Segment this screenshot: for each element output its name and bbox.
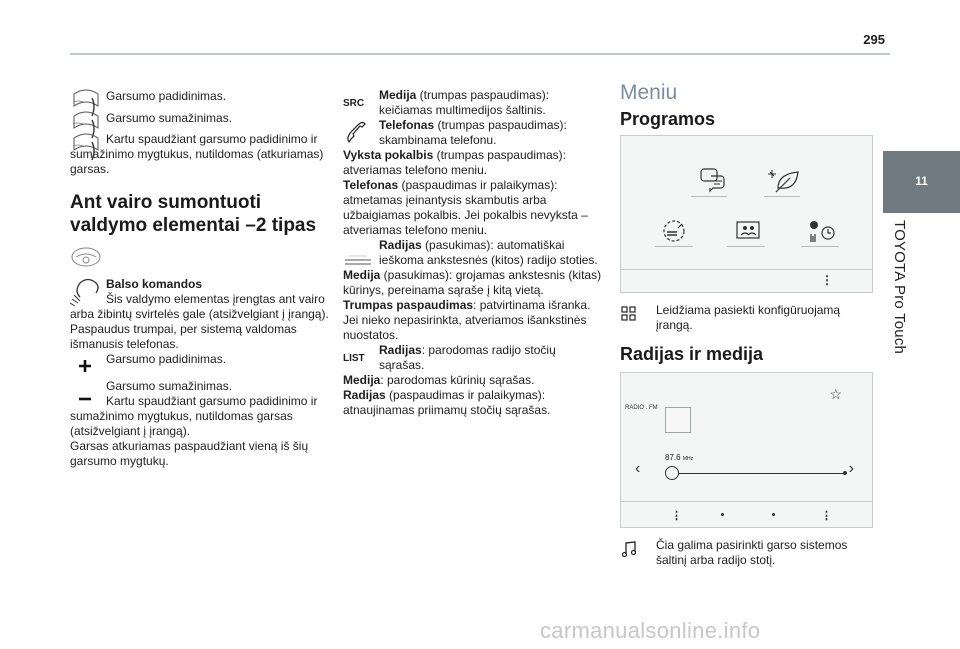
src-bold: Medija bbox=[379, 88, 417, 102]
page-dot-2 bbox=[772, 513, 775, 516]
frequency-value: 87.6 bbox=[665, 453, 681, 462]
voice-title: Balso komandos bbox=[106, 277, 203, 291]
list-item bbox=[343, 343, 603, 373]
vol-up-text: Garsumo padidinimas. bbox=[106, 89, 227, 103]
radio-note-text: Čia galima pasirinkti garso sistemos šaltinį arba radijo stotį. bbox=[656, 538, 848, 567]
contacts-icon bbox=[727, 216, 769, 246]
src-text: (trumpas paspaudimas): keičiamas multimedijos šaltinis. bbox=[379, 88, 550, 117]
prev-station-icon[interactable]: ‹ bbox=[635, 460, 641, 477]
vol-up-item bbox=[70, 88, 332, 104]
call-text: (trumpas paspaudimas): atveriamas telefono meniu. bbox=[343, 148, 566, 177]
tuning-knob[interactable] bbox=[665, 466, 679, 480]
plus-icon bbox=[70, 352, 102, 382]
phone-long-text: (paspaudimas ir palaikymas): atmetamas įeinantysis skambutis arba užbaigiamas pokalbis. Jei pokalbis nevyksta – atveriamas telefono meniu. bbox=[343, 178, 588, 237]
eco-leaf-icon bbox=[764, 166, 806, 196]
next-station-icon[interactable]: › bbox=[848, 460, 854, 477]
radio-text: (pasukimas): automatiškai ieškoma ankstesnės (kitos) radijo stoties. bbox=[379, 238, 598, 267]
menu-title: Meniu bbox=[620, 81, 678, 104]
voice-item bbox=[70, 277, 332, 352]
media-paragraph bbox=[343, 268, 603, 298]
minus-text-1: Garsumo sumažinimas. bbox=[106, 379, 233, 393]
list-radio2-paragraph bbox=[343, 388, 603, 418]
phone-icon bbox=[343, 118, 375, 148]
voice-command-icon bbox=[70, 277, 102, 307]
applications-grid-icon bbox=[620, 305, 638, 323]
media-text: (pasukimas): grojamas ankstesnis (kitas) kūrinys, pereinama sąraše į kitą vietą. bbox=[343, 268, 602, 297]
vol-down-item bbox=[70, 110, 332, 126]
connected-apps-icon bbox=[691, 166, 733, 196]
src-button-label: SRC bbox=[343, 98, 365, 109]
header-rule bbox=[70, 53, 890, 55]
radio-item bbox=[343, 238, 603, 268]
favorite-star-icon[interactable]: ☆ bbox=[829, 386, 842, 402]
frequency-unit: MHz bbox=[682, 456, 694, 462]
radio-screen bbox=[620, 372, 873, 528]
apps-screen bbox=[620, 135, 873, 293]
climate-timer-icon bbox=[801, 216, 843, 246]
apps-note bbox=[620, 303, 875, 333]
radio-band-label: RADIO . FM bbox=[625, 405, 658, 411]
frequency-readout bbox=[665, 450, 693, 467]
apps-note-text: Leidžiama pasiekti konfigūruojamą įrangą. bbox=[656, 303, 841, 332]
steering-mute-icon bbox=[70, 132, 102, 162]
minus-text-2: Kartu spaudžiant garsumo padidinimo ir sumažinimo mygtukus, nutildomas garsas (atsižvelgiant į įrangą). bbox=[70, 394, 318, 438]
page-number: 295 bbox=[863, 32, 885, 47]
vol-down-text: Garsumo sumažinimas. bbox=[106, 111, 233, 125]
apps-title: Programos bbox=[620, 109, 716, 129]
column-3 bbox=[620, 81, 875, 582]
steering-control-image bbox=[70, 245, 102, 269]
watermark: carmanualsonline.info bbox=[540, 618, 761, 643]
short-paragraph bbox=[343, 298, 603, 343]
more-options-icon[interactable]: ⋮ bbox=[821, 273, 833, 287]
minus-item bbox=[70, 379, 332, 469]
plus-text: Garsumo padidinimas. bbox=[106, 352, 227, 366]
chapter-title-box bbox=[886, 220, 926, 420]
phone-long-bold: Telefonas bbox=[343, 178, 399, 192]
section-title: Ant vairo sumontuoti valdymo elementai –2 tipas bbox=[70, 192, 317, 236]
tuning-end-dot bbox=[843, 471, 847, 475]
driving-settings-icon bbox=[653, 216, 695, 246]
tuning-slider[interactable] bbox=[665, 473, 845, 474]
list-radio2-bold: Radijas bbox=[343, 388, 386, 402]
list-button-label: LIST bbox=[343, 353, 365, 364]
phone-long-paragraph bbox=[343, 178, 603, 238]
short-bold: Trumpas paspaudimas bbox=[343, 298, 474, 312]
list-media-text: : parodomas kūrinių sąrašas. bbox=[380, 373, 535, 387]
radio-note bbox=[620, 538, 875, 568]
column-1 bbox=[70, 88, 332, 475]
options-menu-icon[interactable]: ⋮ bbox=[821, 510, 832, 522]
mute-item bbox=[70, 132, 332, 177]
rotary-knob-icon bbox=[343, 238, 375, 268]
short-text: : patvirtinama išranka. Jei nieko nepasirinkta, atveriamos išankstinės nuostatos. bbox=[343, 298, 591, 342]
media-bold: Medija bbox=[343, 268, 381, 282]
radio-bold: Radijas bbox=[379, 238, 422, 252]
minus-text-3: Garsas atkuriamas paspaudžiant vieną iš šių garsumo mygtukų. bbox=[70, 439, 309, 468]
mute-text: Kartu spaudžiant garsumo padidinimo ir sumažinimo mygtukus, nutildomas (atkuriamas) garsas. bbox=[70, 132, 324, 176]
list-media-bold: Medija bbox=[343, 373, 381, 387]
phone-item bbox=[343, 118, 603, 148]
page-dot-1 bbox=[721, 513, 724, 516]
music-note-icon bbox=[620, 540, 638, 558]
src-item bbox=[343, 88, 603, 118]
phone-bold: Telefonas bbox=[379, 118, 435, 132]
phone-text: (trumpas paspaudimas): skambinama telefonu. bbox=[379, 118, 567, 147]
minus-icon bbox=[70, 379, 102, 409]
chapter-number: 11 bbox=[915, 174, 928, 188]
source-menu-icon[interactable]: ⋮ bbox=[671, 510, 682, 522]
list-media-paragraph bbox=[343, 373, 603, 388]
plus-item bbox=[70, 352, 332, 367]
column-2 bbox=[343, 88, 603, 418]
voice-text: Šis valdymo elementas įrengtas ant vairo arba žibintų svirtelės gale (atsižvelgiant į įrangą). Paspaudus trumpai, per sistemą valdomas išmanusis telefonas. bbox=[70, 292, 329, 351]
chapter-tab bbox=[883, 151, 960, 213]
call-bold: Vyksta pokalbis bbox=[343, 148, 434, 162]
list-radio-text: : parodomas radijo stočių sąrašas. bbox=[379, 343, 556, 372]
chapter-title: TOYOTA Pro Touch bbox=[891, 220, 908, 355]
album-art-placeholder bbox=[665, 407, 691, 433]
list-radio2-text: (paspaudimas ir palaikymas): atnaujinamas priimamų stočių sąrašas. bbox=[343, 388, 551, 417]
list-radio-bold: Radijas bbox=[379, 343, 422, 357]
call-paragraph bbox=[343, 148, 603, 178]
radio-title: Radijas ir medija bbox=[620, 344, 764, 364]
